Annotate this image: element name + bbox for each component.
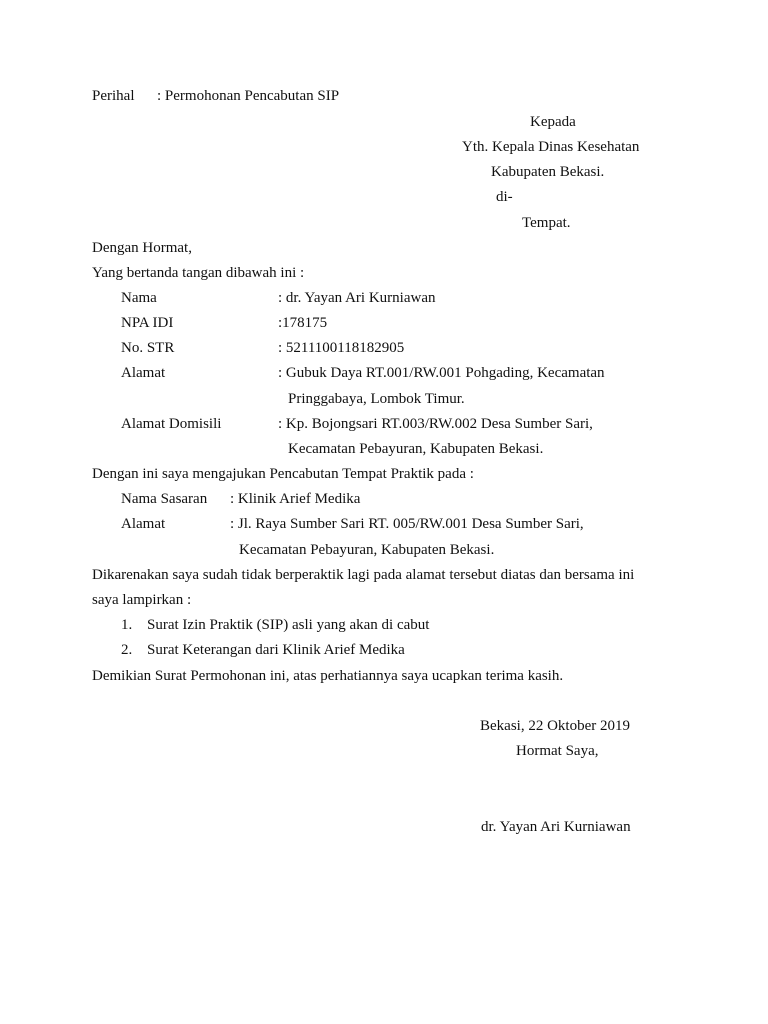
attachment-item: Surat Keterangan dari Klinik Arief Medika xyxy=(147,642,405,658)
applicant-name-label: Nama xyxy=(121,290,157,306)
practice-name-value: : Klinik Arief Medika xyxy=(230,491,361,507)
applicant-address-label: Alamat xyxy=(121,365,166,381)
reason-line-1: Dikarenakan saya sudah tidak berperaktik lagi pada alamat tersebut diatas dan bersama ini xyxy=(92,567,635,583)
practice-address-cont: Kecamatan Pebayuran, Kabupaten Bekasi. xyxy=(239,542,495,558)
recipient-line-tempat: Tempat. xyxy=(522,215,571,231)
salutation: Dengan Hormat, xyxy=(92,240,192,256)
applicant-domicile-value: : Kp. Bojongsari RT.003/RW.002 Desa Sumber Sari, xyxy=(278,416,593,432)
applicant-npa-label: NPA IDI xyxy=(121,315,174,331)
applicant-address-value: : Gubuk Daya RT.001/RW.001 Pohgading, Kecamatan xyxy=(278,365,605,381)
applicant-address-cont: Pringgabaya, Lombok Timur. xyxy=(288,391,465,407)
recipient-line-di: di- xyxy=(496,189,513,205)
signature-regards: Hormat Saya, xyxy=(516,743,599,759)
practice-address-label: Alamat xyxy=(121,516,166,532)
subject-value: : Permohonan Pencabutan SIP xyxy=(157,88,340,104)
signature-name: dr. Yayan Ari Kurniawan xyxy=(481,819,631,835)
intro-text: Yang bertanda tangan dibawah ini : xyxy=(92,265,305,281)
practice-name-label: Nama Sasaran xyxy=(121,491,208,507)
applicant-str-label: No. STR xyxy=(121,340,175,356)
attachment-number: 1. xyxy=(121,617,133,633)
applicant-str-value: : 5211100118182905 xyxy=(278,340,405,356)
reason-line-2: saya lampirkan : xyxy=(92,592,192,608)
subject-label: Perihal xyxy=(92,88,135,104)
practice-address-value: : Jl. Raya Sumber Sari RT. 005/RW.001 Desa Sumber Sari, xyxy=(230,516,584,532)
attachment-item: Surat Izin Praktik (SIP) asli yang akan di cabut xyxy=(147,617,430,633)
signature-place-date: Bekasi, 22 Oktober 2019 xyxy=(480,718,630,734)
recipient-line-title: Yth. Kepala Dinas Kesehatan xyxy=(462,139,640,155)
request-intro: Dengan ini saya mengajukan Pencabutan Tempat Praktik pada : xyxy=(92,466,474,482)
applicant-npa-value: :178175 xyxy=(278,315,328,331)
applicant-domicile-label: Alamat Domisili xyxy=(121,416,222,432)
recipient-line-region: Kabupaten Bekasi. xyxy=(491,164,605,180)
applicant-name-value: : dr. Yayan Ari Kurniawan xyxy=(278,290,436,306)
recipient-line-kepada: Kepada xyxy=(530,114,576,130)
closing-text: Demikian Surat Permohonan ini, atas perhatiannya saya ucapkan terima kasih. xyxy=(92,668,564,684)
attachment-number: 2. xyxy=(121,642,133,658)
applicant-domicile-cont: Kecamatan Pebayuran, Kabupaten Bekasi. xyxy=(288,441,544,457)
